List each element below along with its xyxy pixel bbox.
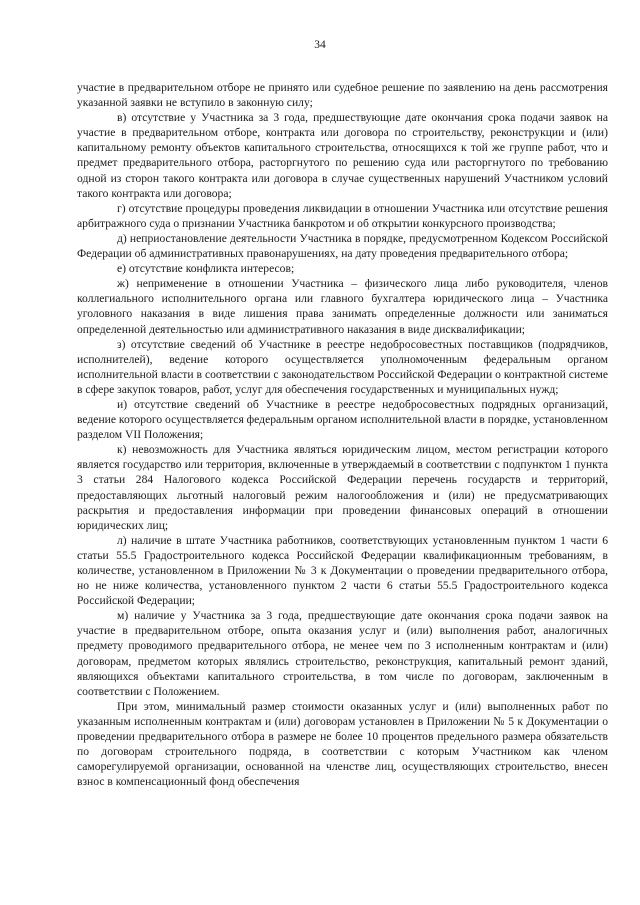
paragraph-item-z: з) отсутствие сведений об Участнике в реестре недобросовестных поставщиков (подрядчиков, исполнителей), ведение которого осуществляется уполномоченным федеральным органом исполнительной власти в соответствии с законодательством Российской Федерации о контрактной системе в сфере закупок товаров, работ, услуг для обеспечения государственных и муниципальных нужд;	[77, 337, 608, 396]
paragraph-item-e: е) отсутствие конфликта интересов;	[117, 262, 295, 276]
document-body	[77, 80, 608, 789]
paragraph-item-l: л) наличие в штате Участника работников, соответствующих установленным пунктом 1 части 6 статьи 55.5 Градостроительного кодекса Российской Федерации квалификационным требованиям, в количестве, установленном в Приложении № 3 к Документации о проведении предварительного отбора, но не ниже количества, установленного пунктом 2 части 6 статьи 55.5 Градостроительного кодекса Российской Федерации;	[77, 533, 608, 608]
paragraph-item-k: к) невозможность для Участника являться юридическим лицом, местом регистрации которого является государство или территория, включенные в утверждаемый в соответствии с подпунктом 1 пункта 3 статьи 284 Налогового кодекса Российской Федерации перечень государств и территорий, предоставляющих льготный налоговый режим налогообложения и (или) не предусматривающих раскрытия и предоставления информации при проведении финансовых операций в отношении юридических лиц;	[77, 443, 608, 532]
paragraph-continuation: участие в предварительном отборе не принято или судебное решение по заявлению на день рассмотрения указанной заявки не вступило в законную силу;	[77, 81, 608, 110]
page-number: 34	[314, 39, 326, 51]
paragraph-item-d: д) неприостановление деятельности Участника в порядке, предусмотренном Кодексом Российской Федерации об административных правонарушениях, на дату проведения предварительного отбора;	[77, 231, 608, 261]
paragraph-item-zh: ж) неприменение в отношении Участника – физического лица либо руководителя, членов коллегиального исполнительного органа или главного бухгалтера юридического лица – Участника уголовного наказания в виде лишения права занимать определенные должности или заниматься определенной деятельностью или административного наказания в виде дисквалификации;	[77, 277, 608, 336]
paragraph-item-g: г) отсутствие процедуры проведения ликвидации в отношении Участника или отсутствие решения арбитражного суда о признании Участника банкротом и об открытии конкурсного производства;	[77, 201, 608, 230]
paragraph-item-m: м) наличие у Участника за 3 года, предшествующие дате окончания срока подачи заявок на участие в предварительном отборе, опыта оказания услуг и (или) выполнения работ, аналогичных предмету проводимого предварительного отбора, не менее чем по 3 исполненным контрактам и (или) договорам, предметом которых являлись строительство, реконструкция, капитальный ремонт зданий, являющихся объектами капитального строительства, в том числе по договорам, заключенным в соответствии с Положением.	[77, 609, 608, 698]
paragraph-minimum-cost: При этом, минимальный размер стоимости оказанных услуг и (или) выполненных работ по указанным исполненным контрактам и (или) договорам установлен в Приложении № 5 к Документации о проведении предварительного отбора в размере не более 10 процентов предельного размера обязательств по договорам строительного подряда, в соответствии с которым Участником как членом саморегулируемой организации, основанной на членстве лиц, осуществляющих строительство, внесен взнос в компенсационный фонд обеспечения	[77, 699, 608, 789]
paragraph-item-v: в) отсутствие у Участника за 3 года, предшествующие дате окончания срока подачи заявок на участие в предварительном отборе, контракта или договора по строительству, реконструкции и (или) капитальному ремонту объектов капитального строительства, относящихся к той же группе работ, что и предмет предварительного отбора, расторгнутого по решению суда или расторгнутого по требованию одной из сторон такого контракта или договора в случае существенных нарушений Участником условий такого контракта или договора;	[77, 111, 608, 200]
paragraph-item-i: и) отсутствие сведений об Участнике в реестре недобросовестных подрядных организаций, ведение которого осуществляется федеральным органом исполнительной власти в порядке, установленном разделом VII Положения;	[77, 397, 608, 442]
